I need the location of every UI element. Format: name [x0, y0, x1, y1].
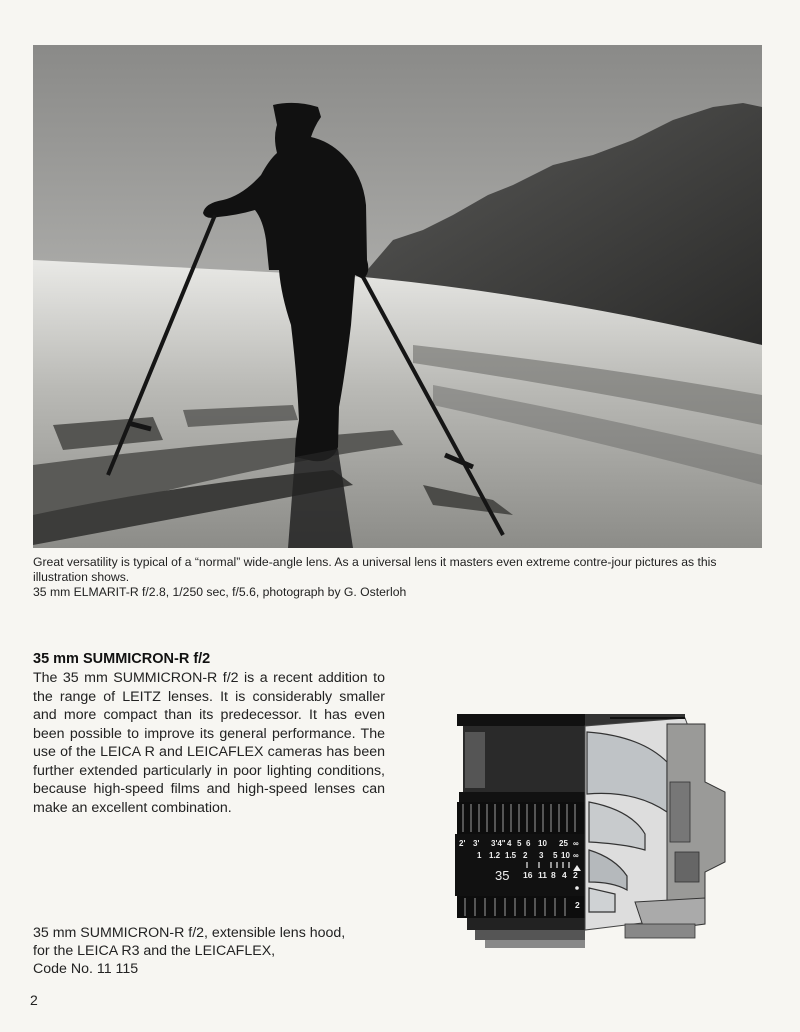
lens-scale-feet: 4	[507, 839, 512, 848]
lens-scale-feet: ∞	[573, 839, 579, 848]
focus-ring-knurling	[457, 802, 585, 834]
photo-caption-credits: 35 mm ELMARIT-R f/2.8, 1/250 sec, f/5.6, photograph by G. Osterloh	[33, 585, 407, 599]
lens-scale-meters: 1.2	[489, 851, 501, 860]
lens-scale-meters: 3	[539, 851, 544, 860]
lens-scale-feet: 25	[559, 839, 568, 848]
photo-caption	[33, 555, 768, 600]
lens-scale-feet: 5	[517, 839, 522, 848]
lens-caption-line-1: 35 mm SUMMICRON-R f/2, extensible lens hood,	[33, 925, 346, 941]
section-heading: 35 mm SUMMICRON-R f/2	[33, 651, 211, 667]
lens-caption	[33, 924, 393, 979]
lens-scale-meters: 10	[561, 851, 570, 860]
lens-aperture-mark: 2	[573, 870, 578, 880]
lens-scale-meters: 1.5	[505, 851, 517, 860]
lens-aperture-mark: 4	[562, 870, 567, 880]
lens-caption-line-2: for the LEICA R3 and the LEICAFLEX,	[33, 943, 276, 960]
lens-scale-feet: 6	[526, 839, 531, 848]
lens-scale-meters: 5	[553, 851, 558, 860]
lens-focal-length-mark: 35	[495, 868, 510, 883]
lens-scale-feet: 3'4"	[491, 839, 506, 848]
lens-aperture-mark: 8	[551, 870, 556, 880]
lens-scale-feet: 10	[538, 839, 547, 848]
section-body: The 35 mm SUMMICRON-R f/2 is a recent addition to the range of LEITZ lenses. It is considerably smaller and more compact than its predecessor. It has even been possible to improve its general performance. The use of the LEICA R and LEICAFLEX cameras has been further extended particularly in poor lighting conditions, because high-speed films and high-speed lenses can make an excellent combination.	[33, 670, 385, 816]
lens-cutaway-illustration	[405, 662, 785, 972]
photo-caption-description: Great versatility is typical of a “normal” wide-angle lens. As a universal lens it masters even extreme contre-jour pictures as this illustration shows.	[33, 555, 717, 584]
lens-scale-feet: 3'	[473, 839, 480, 848]
lens-scale-feet: 2'	[459, 839, 466, 848]
lens-scale-meters: 2	[523, 851, 528, 860]
lens-aperture-mark: 11	[538, 870, 547, 880]
lens-aperture-mark: 16	[523, 870, 533, 880]
lens-scale-meters: ∞	[573, 851, 579, 860]
skier-photograph	[33, 45, 762, 548]
svg-text:2'	[459, 839, 465, 848]
lens-caption-line-3: Code No. 11 115	[33, 961, 139, 978]
lens-ring-mark: 2	[575, 900, 580, 910]
lens-scale-meters: 1	[477, 851, 482, 860]
page-number: 2	[30, 992, 38, 1008]
